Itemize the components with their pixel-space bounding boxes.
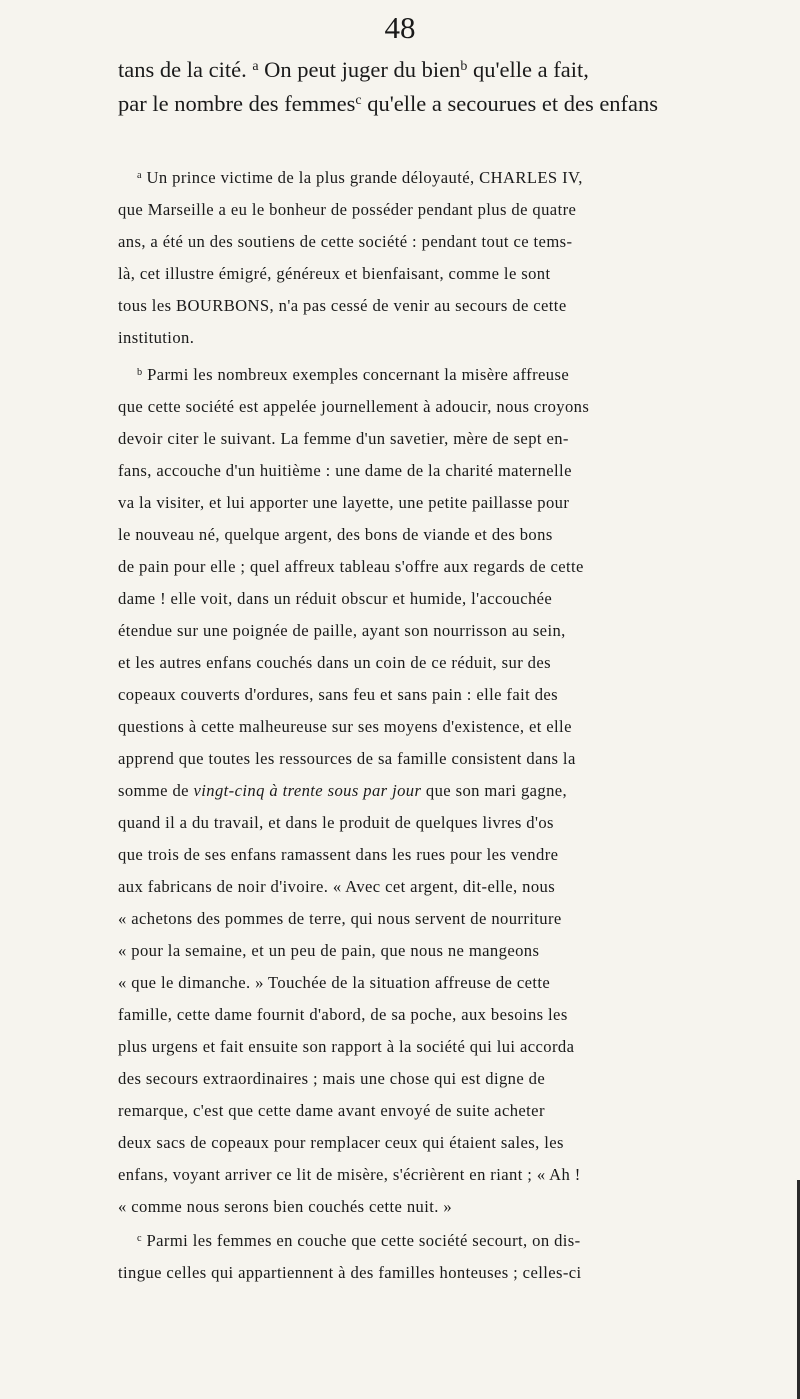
footnote-b-line: des secours extraordinaires ; mais une chose qui est digne de [118,1069,546,1088]
footnote-b-line: famille, cette dame fournit d'abord, de sa poche, aux besoins les [118,1005,568,1024]
footnote-ref-b[interactable]: b [460,59,468,75]
footnote-b-line: remarque, c'est que cette dame avant envoyé de suite acheter [118,1101,545,1120]
lead-line-1 [118,53,589,87]
lead-text: qu'elle a fait, [467,57,589,82]
footnote-b-line: « comme nous serons bien couchés cette nuit. » [118,1197,453,1216]
footnote-c-line: tingue celles qui appartiennent à des familles honteuses ; celles-ci [118,1263,582,1282]
footnote-b-line: étendue sur une poignée de paille, ayant son nourrisson au sein, [118,621,566,640]
footnote-marker-a: a [137,169,142,181]
lead-text: tans de la cité. [118,57,253,82]
footnote-b-line: plus urgens et fait ensuite son rapport à la société qui lui accorda [118,1037,575,1056]
lead-text: par le nombre des femmes [118,91,356,116]
lead-text: On peut juger du bien [258,57,461,82]
footnote-a-line: que Marseille a eu le bonheur de posséder pendant plus de quatre [118,200,577,219]
footnote-b-line: « pour la semaine, et un peu de pain, que nous ne mangeons [118,941,540,960]
footnote-b-line: copeaux couverts d'ordures, sans feu et sans pain : elle fait des [118,685,559,704]
footnote-a-line [137,164,583,192]
footnote-b-line [118,777,567,805]
footnote-b-line: « achetons des pommes de terre, qui nous servent de nourriture [118,909,562,928]
footnote-b-line [137,361,569,389]
footnote-a-line: institution. [118,328,195,347]
footnote-c-line [137,1227,581,1255]
footnote-b-line: enfans, voyant arriver ce lit de misère, s'écrièrent en riant ; « Ah ! [118,1165,581,1184]
footnote-b-line: et les autres enfans couchés dans un coin de ce réduit, sur des [118,653,551,672]
footnote-b-line: aux fabricans de noir d'ivoire. « Avec cet argent, dit-elle, nous [118,877,556,896]
footnote-b-line: quand il a du travail, et dans le produit de quelques livres d'os [118,813,554,832]
footnote-text: Un prince victime de la plus grande déloyauté, CHARLES IV, [146,168,583,187]
footnote-marker-c: c [137,1232,142,1244]
footnote-text: que son mari gagne, [421,781,568,800]
footnote-ref-c[interactable]: c [355,93,362,109]
footnote-b-line: devoir citer le suivant. La femme d'un savetier, mère de sept en- [118,429,569,448]
footnote-b-line: de pain pour elle ; quel affreux tableau s'offre aux regards de cette [118,557,584,576]
footnote-b-line: questions à cette malheureuse sur ses moyens d'existence, et elle [118,717,572,736]
footnote-b-line: fans, accouche d'un huitième : une dame de la charité maternelle [118,461,572,480]
lead-line-2 [118,87,658,121]
footnote-marker-b: b [137,366,143,378]
footnote-text: somme de [118,781,194,800]
footnote-text: Parmi les femmes en couche que cette société secourt, on dis- [146,1231,581,1250]
footnote-b-line: que cette société est appelée journellement à adoucir, nous croyons [118,397,590,416]
footnote-b-line: « que le dimanche. » Touchée de la situation affreuse de cette [118,973,551,992]
footnote-text: Parmi les nombreux exemples concernant la misère affreuse [147,365,570,384]
footnote-a-line: ans, a été un des soutiens de cette société : pendant tout ce tems- [118,232,573,251]
footnote-b-line: dame ! elle voit, dans un réduit obscur et humide, l'accouchée [118,589,553,608]
footnote-b-line: va la visiter, et lui apporter une layette, une petite paillasse pour [118,493,570,512]
page-number: 48 [384,10,416,45]
italic-phrase: vingt-cinq à trente sous par jour [193,781,422,800]
footnote-b-line: que trois de ses enfans ramassent dans les rues pour les vendre [118,845,559,864]
footnote-ref-a[interactable]: a [252,59,259,75]
footnote-b-line: deux sacs de copeaux pour remplacer ceux qui étaient sales, les [118,1133,564,1152]
footnote-a-line: là, cet illustre émigré, généreux et bienfaisant, comme le sont [118,264,551,283]
footnote-b-line: le nouveau né, quelque argent, des bons de viande et des bons [118,525,553,544]
footnote-a-line: tous les BOURBONS, n'a pas cessé de venir au secours de cette [118,296,567,315]
footnote-b-line: apprend que toutes les ressources de sa famille consistent dans la [118,749,576,768]
lead-text: qu'elle a secourues et des enfans [361,91,659,116]
